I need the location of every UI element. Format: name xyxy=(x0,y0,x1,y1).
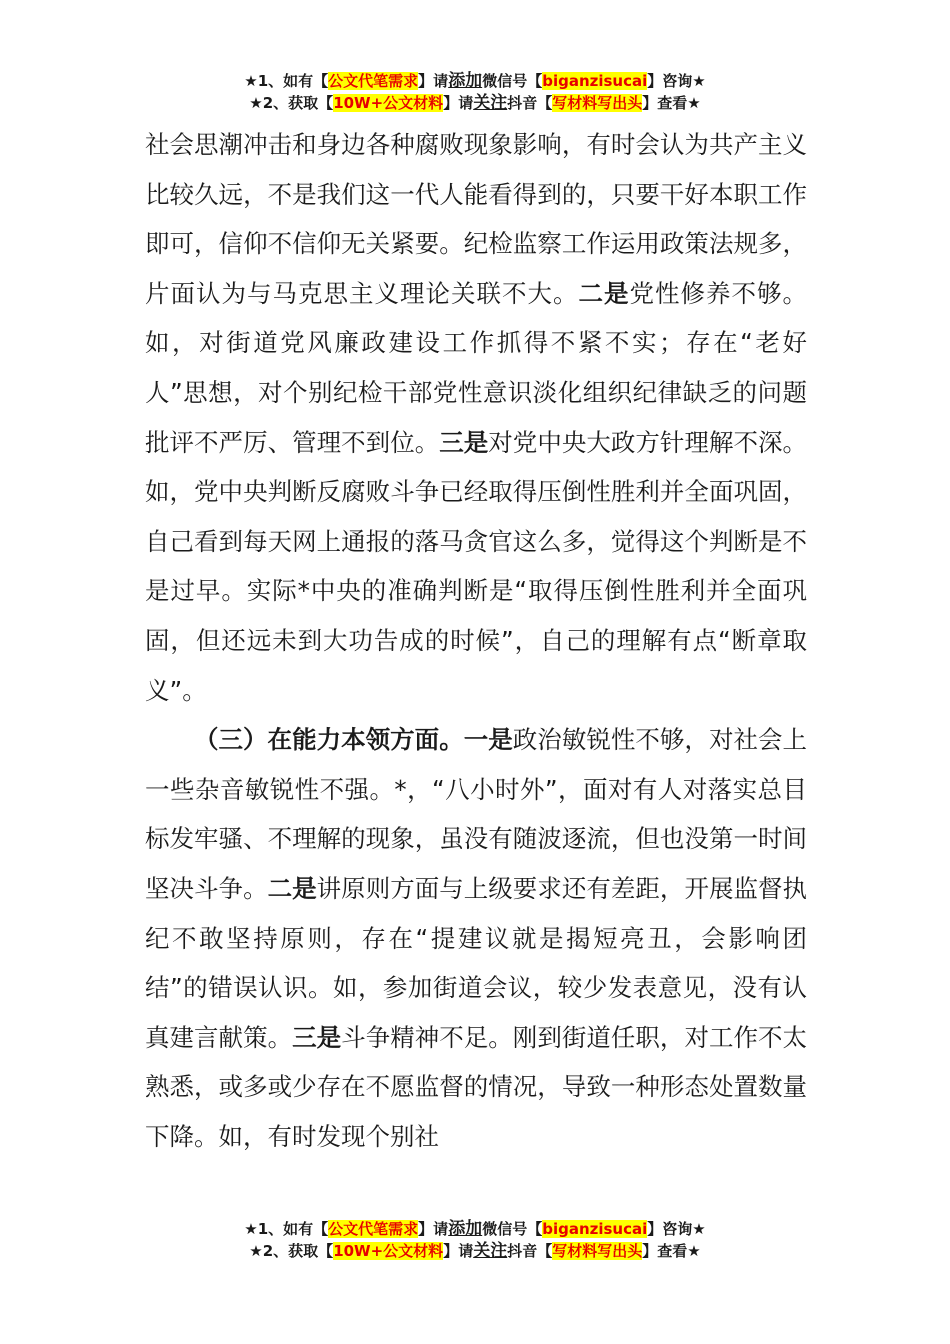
header-banner xyxy=(0,70,950,114)
banner-line-2: ★2、获取【10W+公文材料】请关注抖音【写材料写出头】查看★ xyxy=(249,93,701,113)
highlight-materials: 10W+公文材料 xyxy=(333,94,444,112)
highlight-wechat-id: biganzisucai xyxy=(542,72,648,90)
paragraph-continuation: 社会思潮冲击和身边各种腐败现象影响，有时会认为共产主义比较久远，不是我们这一代人能看得到的，只要干好本职工作即可，信仰不信仰无关紧要。纪检监察工作运用政策法规多，片面认为与马克思主义理论关联不大。二是党性修养不够。如，对街道党风廉政建设工作抓得不紧不实；存在“老好人”思想，对个别纪检干部党性意识淡化组织纪律缺乏的问题批评不严厉、管理不到位。三是对党中央大政方针理解不深。如，党中央判断反腐败斗争已经取得压倒性胜利并全面巩固，自己看到每天网上通报的落马贪官这么多，觉得这个判断是不是过早。实际*中央的准确判断是“取得压倒性胜利并全面巩固，但还远未到大功告成的时候”，自己的理解有点“断章取义”。 xyxy=(145,130,808,705)
section-heading: （三）在能力本领方面。 xyxy=(194,725,464,755)
footer-banner xyxy=(0,1218,950,1262)
highlight-service: 公文代笔需求 xyxy=(328,1220,419,1238)
paragraph-ability-section: （三）在能力本领方面。一是政治敏锐性不够，对社会上一些杂音敏锐性不强。*，“八小时外”，面对有人对落实总目标发牢骚、不理解的现象，虽没有随波逐流，但也没第一时间坚决斗争。二是讲原则方面与上级要求还有差距，开展监督执纪不敢坚持原则，存在“提建议就是揭短亮丑，会影响团结”的错误认识。如，参加街道会议，较少发表意见，没有认真建言献策。三是斗争精神不足。刚到街道任职，对工作不太熟悉，或多或少存在不愿监督的情况，导致一种形态处置数量下降。如，有时发现个别社 xyxy=(145,725,808,1151)
highlight-service: 公文代笔需求 xyxy=(328,72,419,90)
highlight-materials: 10W+公文材料 xyxy=(333,1242,444,1260)
document-body xyxy=(145,120,807,1161)
banner-line-1: ★1、如有【公文代笔需求】请添加微信号【biganzisucai】咨询★ xyxy=(244,1219,706,1239)
banner-line-2: ★2、获取【10W+公文材料】请关注抖音【写材料写出头】查看★ xyxy=(249,1241,701,1261)
banner-line-1: ★1、如有【公文代笔需求】请添加微信号【biganzisucai】咨询★ xyxy=(244,71,706,91)
highlight-douyin: 写材料写出头 xyxy=(552,94,643,112)
highlight-douyin: 写材料写出头 xyxy=(552,1242,643,1260)
highlight-wechat-id: biganzisucai xyxy=(542,1220,648,1238)
